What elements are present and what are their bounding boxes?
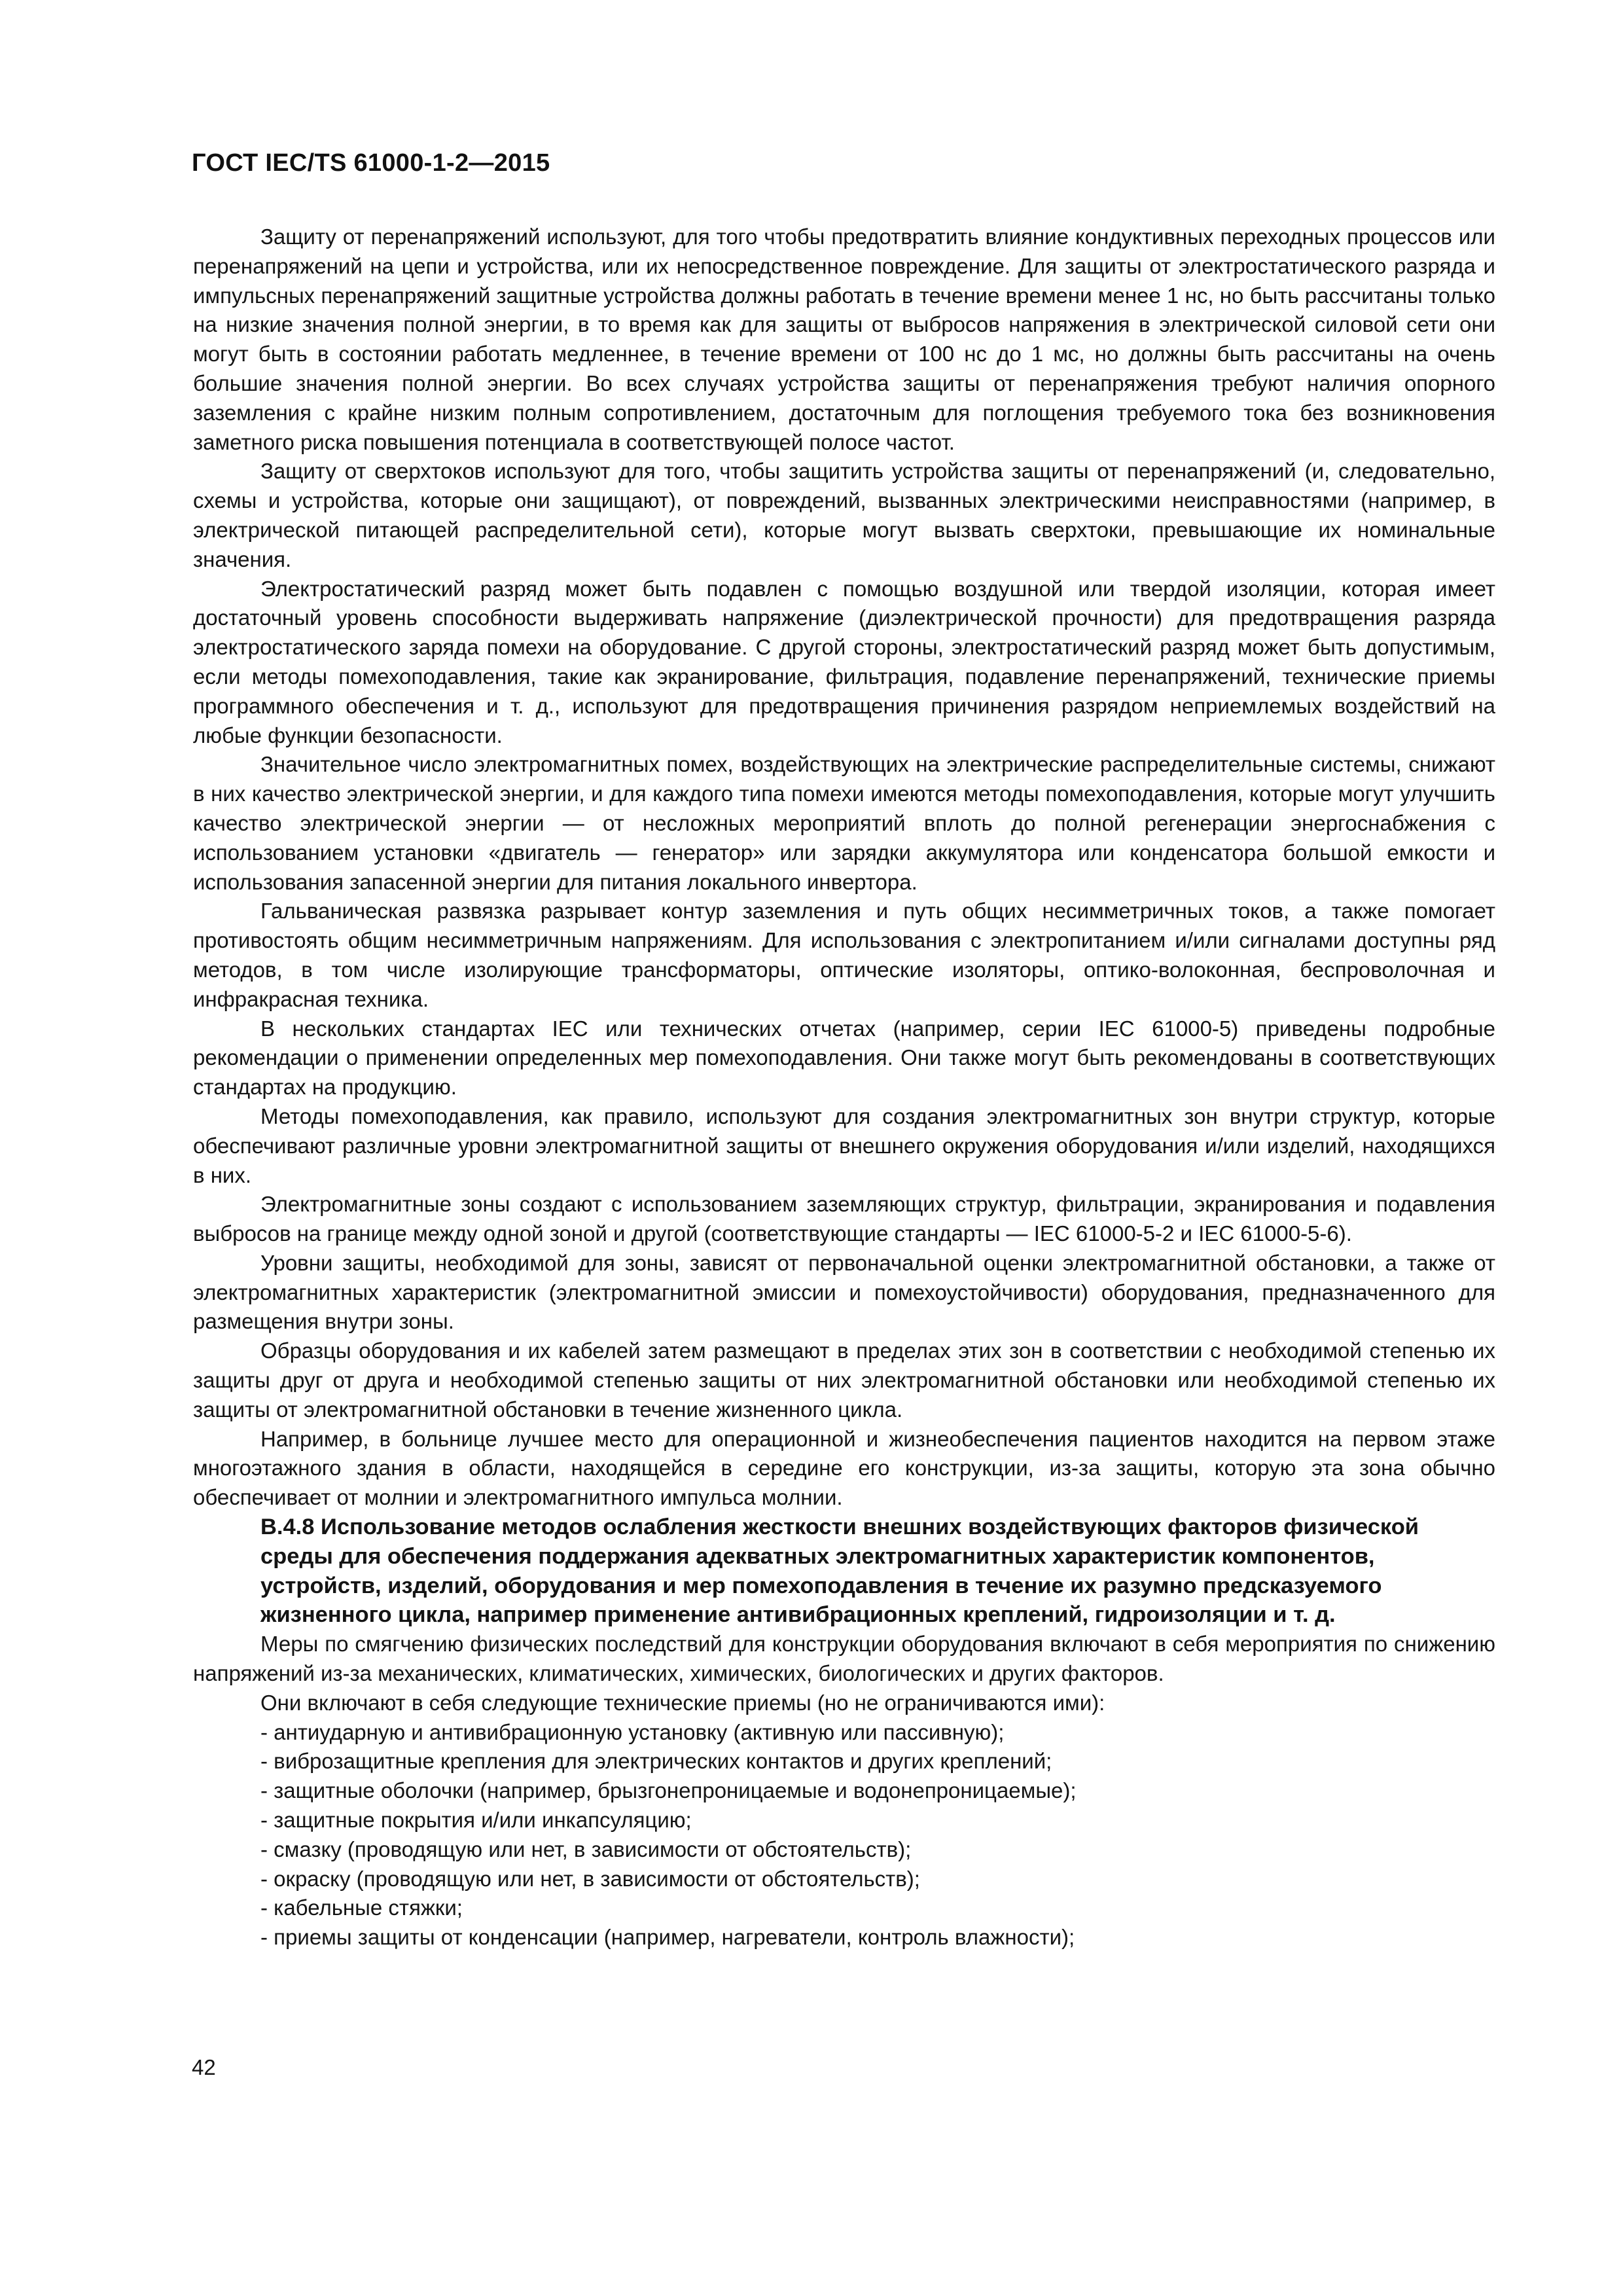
paragraph: Образцы оборудования и их кабелей затем размещают в пределах этих зон в соответствии с необходимой степенью их защиты друг от друга и необходимой степенью защиты от них электромагнитной обстановки или необходимой степенью их защиты от электромагнитной обстановки в течение жизненного цикла. <box>193 1338 1495 1422</box>
paragraph: Защиту от перенапряжений используют, для того чтобы предотвратить влияние кондуктивных переходных процессов или перенапряжений на цепи и устройства, или их непосредственное повреждение. Для защиты от электростатического разряда и импульсных перенапряжений защитные устройства должны работать в течение времени менее 1 нс, но быть рассчитаны только на низкие значения полной энергии, в то время как для защиты от выбросов напряжения в электрической силовой сети они могут быть в состоянии работать медленнее, в течение времени от 100 нс до 1 мс, но должны быть рассчитаны на очень большие значения полной энергии. Во всех случаях устройства защиты от перенапряжения требуют наличия опорного заземления с крайне низким полным сопротивлением, достаточным для поглощения требуемого тока без возникновения заметного риска повышения потенциала в соответствующей полосе частот. <box>193 224 1495 454</box>
page-number: 42 <box>192 2055 216 2079</box>
paragraph: Методы помехоподавления, как правило, используют для создания электромагнитных зон внутри структур, которые обеспечивают различные уровни электромагнитной защиты от внешнего окружения оборудования и/или изделий, находящихся в них. <box>193 1103 1495 1187</box>
paragraph: В нескольких стандартах IEC или технических отчетах (например, серии IEC 61000-5) приведены подробные рекомендации о применении определенных мер помехоподавления. Они также могут быть рекомендованы в соответствующих стандартах на продукцию. <box>193 1016 1495 1100</box>
list-item: - виброзащитные крепления для электрических контактов и других креплений; <box>260 1749 1052 1774</box>
paragraph: Меры по смягчению физических последствий для конструкции оборудования включают в себя мероприятия по снижению напряжений из-за механических, климатических, химических, биологических и других факторов. <box>193 1632 1495 1686</box>
document-body <box>193 223 1495 1952</box>
paragraph: Гальваническая развязка разрывает контур заземления и путь общих несимметричных токов, а также помогает противостоять общим несимметричным напряжениям. Для использования с электропитанием и/или сигналами доступны ряд методов, в том числе изолирующие трансформаторы, оптические изоляторы, оптико-волоконная, беспроволочная и инфракрасная техника. <box>193 899 1495 1011</box>
list-item: - защитные оболочки (например, брызгонепроницаемые и водонепроницаемые); <box>260 1778 1077 1803</box>
list-item: - смазку (проводящую или нет, в зависимости от обстоятельств); <box>260 1837 912 1861</box>
list-item: - приемы защиты от конденсации (например, нагреватели, контроль влажности); <box>260 1925 1075 1950</box>
technique-list <box>193 1718 1495 1952</box>
paragraph: Например, в больнице лучшее место для операционной и жизнеобеспечения пациентов находится на первом этаже многоэтажного здания в области, находящейся в середине его конструкции, из-за защиты, которую эта зона обычно обеспечивает от молнии и электромагнитного импульса молнии. <box>193 1426 1495 1510</box>
document-header: ГОСТ IEC/TS 61000-1-2—2015 <box>192 149 550 177</box>
list-item: - кабельные стяжки; <box>260 1895 463 1920</box>
paragraph: Они включают в себя следующие технические приемы (но не ограничиваются ими): <box>260 1690 1105 1715</box>
paragraph: Электростатический разряд может быть подавлен с помощью воздушной или твердой изоляции, которая имеет достаточный уровень способности выдерживать напряжение (диэлектрической прочности) для предотвращения разряда электростатического заряда помехи на оборудование. С другой стороны, электростатический разряд может быть допустимым, если методы помехоподавления, такие как экранирование, фильтрация, подавление перенапряжений, технические приемы программного обеспечения и т. д., используют для предотвращения причинения разрядом неприемлемых воздействий на любые функции безопасности. <box>193 576 1495 747</box>
paragraph: Электромагнитные зоны создают с использованием заземляющих структур, фильтрации, экранирования и подавления выбросов на границе между одной зоной и другой (соответствующие стандарты — IEC 61000-5-2 и IEC 61000-5-6). <box>193 1192 1495 1246</box>
list-item: - защитные покрытия и/или инкапсуляцию; <box>260 1808 692 1833</box>
paragraph: Значительное число электромагнитных помех, воздействующих на электрические распределительные системы, снижают в них качество электрической энергии, и для каждого типа помехи имеются методы помехоподавления, которые могут улучшить качество электрической энергии — от несложных мероприятий вплоть до полной регенерации энергоснабжения с использованием установки «двигатель — генератор» или зарядки аккумулятора или конденсатора большой емкости и использования запасенной энергии для питания локального инвертора. <box>193 752 1495 894</box>
section-heading: В.4.8 Использование методов ослабления жесткости внешних воздействующих факторов физической среды для обеспечения поддержания адекватных электромагнитных характеристик компонентов, устройств, изделий, оборудования и мер помехоподавления в течение их разумно предсказуемого жизненного цикла, например применение антивибрационных креплений, гидроизоляции и т. д. <box>260 1515 1419 1628</box>
paragraph: Защиту от сверхтоков используют для того, чтобы защитить устройства защиты от перенапряжений (и, следовательно, схемы и устройства, которые они защищают), от повреждений, вызванных электрическими неисправностями (например, в электрической питающей распределительной сети), которые могут вызвать сверхтоки, превышающие их номинальные значения. <box>193 459 1495 571</box>
list-item: - антиударную и антивибрационную установку (активную или пассивную); <box>260 1719 1005 1744</box>
paragraph: Уровни защиты, необходимой для зоны, зависят от первоначальной оценки электромагнитной обстановки, а также от электромагнитных характеристик (электромагнитной эмиссии и помехоустойчивости) оборудования, предназначенного для размещения внутри зоны. <box>193 1250 1495 1334</box>
list-item: - окраску (проводящую или нет, в зависимости от обстоятельств); <box>260 1866 920 1891</box>
